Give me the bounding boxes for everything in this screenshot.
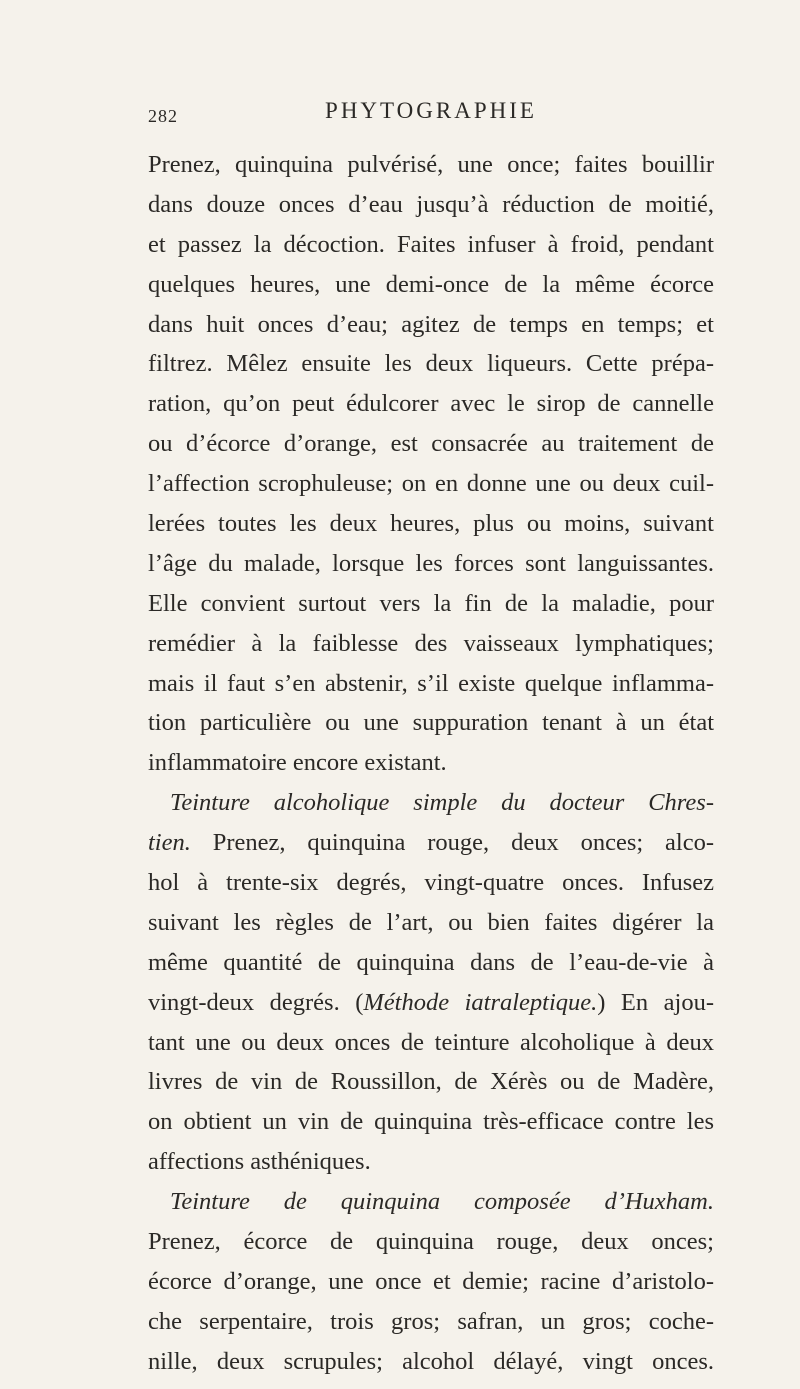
text-segment: dans douze onces d’eau jusqu’à réduction de moitié,: [148, 190, 714, 218]
text-segment: nille, deux scrupules; alcohol délayé, vingt onces.: [148, 1347, 714, 1375]
text-line: [148, 185, 714, 225]
text-line: [148, 903, 714, 943]
text-line: [148, 983, 714, 1023]
text-line: [148, 1182, 714, 1222]
text-line: [148, 424, 714, 464]
body-text: [148, 145, 714, 1382]
text-segment: l’affection scrophuleuse; on en donne une ou deux cuil-: [148, 470, 714, 498]
text-line: [148, 544, 714, 584]
text-line: [148, 1342, 714, 1382]
text-segment: ou d’écorce d’orange, est consacrée au traitement de: [148, 430, 714, 458]
text-line: [148, 943, 714, 983]
text-line: [148, 863, 714, 903]
text-segment: Prenez, quinquina rouge, deux onces; alco-: [190, 829, 714, 857]
text-segment: suivant les règles de l’art, ou bien faites digérer la: [148, 908, 714, 936]
text-line: [148, 1023, 714, 1063]
text-line: [148, 504, 714, 544]
text-line: [148, 464, 714, 504]
text-segment: remédier à la faiblesse des vaisseaux lymphatiques;: [148, 629, 714, 657]
text-segment: écorce d’orange, une once et demie; racine d’aristolo-: [148, 1267, 714, 1295]
page-number: 282: [148, 106, 178, 126]
text-segment: quelques heures, une demi-once de la même écorce: [148, 270, 714, 298]
text-segment: on obtient un vin de quinquina très-efficace contre les: [148, 1108, 714, 1136]
text-segment: Elle convient surtout vers la fin de la maladie, pour: [148, 589, 714, 617]
text-line: [148, 703, 714, 743]
text-segment: hol à trente-six degrés, vingt-quatre onces. Infusez: [148, 869, 714, 897]
text-segment: même quantité de quinquina dans de l’eau-de-vie à: [148, 948, 714, 976]
text-segment: vingt-deux degrés. (: [148, 988, 364, 1016]
text-segment: che serpentaire, trois gros; safran, un gros; coche-: [148, 1307, 714, 1335]
text-line: [148, 1142, 714, 1182]
text-line: [148, 624, 714, 664]
text-segment: ration, qu’on peut édulcorer avec le sirop de cannelle: [148, 390, 714, 418]
text-line: [148, 145, 714, 185]
text-line: [148, 305, 714, 345]
italic-text-segment: Méthode iatraleptique.: [363, 988, 598, 1016]
italic-text-segment: Teinture alcoholique simple du docteur Chres-: [170, 789, 714, 817]
text-segment: lerées toutes les deux heures, plus ou moins, suivant: [148, 510, 714, 538]
text-segment: l’âge du malade, lorsque les forces sont languissantes.: [148, 549, 714, 577]
text-segment: tant une ou deux onces de teinture alcoholique à deux: [148, 1028, 714, 1056]
text-segment: filtrez. Mêlez ensuite les deux liqueurs. Cette prépa-: [148, 350, 714, 378]
text-segment: Prenez, quinquina pulvérisé, une once; faites bouillir: [148, 151, 714, 178]
text-segment: livres de vin de Roussillon, de Xérès ou de Madère,: [148, 1068, 714, 1096]
running-head: [148, 98, 714, 138]
text-line: [148, 384, 714, 424]
text-segment: dans huit onces d’eau; agitez de temps en temps; et: [148, 310, 714, 338]
text-line: [148, 783, 714, 823]
text-line: [148, 225, 714, 265]
text-line: [148, 1302, 714, 1342]
text-segment: inflammatoire encore existant.: [148, 749, 447, 777]
text-line: [148, 1102, 714, 1142]
text-segment: tion particulière ou une suppuration tenant à un état: [148, 709, 714, 737]
text-line: [148, 584, 714, 624]
text-segment: mais il faut s’en abstenir, s’il existe quelque inflamma-: [148, 669, 714, 697]
text-line: [148, 344, 714, 384]
text-segment: et passez la décoction. Faites infuser à froid, pendant: [148, 230, 714, 258]
text-segment: affections asthéniques.: [148, 1148, 371, 1176]
text-line: [148, 664, 714, 704]
italic-text-segment: Teinture de quinquina composée d’Huxham.: [170, 1188, 714, 1216]
text-line: [148, 265, 714, 305]
text-line: [148, 743, 714, 783]
text-line: [148, 1062, 714, 1102]
text-line: [148, 823, 714, 863]
text-line: [148, 1222, 714, 1262]
text-line: [148, 1262, 714, 1302]
running-title: PHYTOGRAPHIE: [325, 98, 537, 123]
text-segment: Prenez, écorce de quinquina rouge, deux onces;: [148, 1228, 714, 1256]
text-segment: ) En ajou-: [597, 988, 714, 1016]
italic-text-segment: tien.: [148, 829, 191, 857]
